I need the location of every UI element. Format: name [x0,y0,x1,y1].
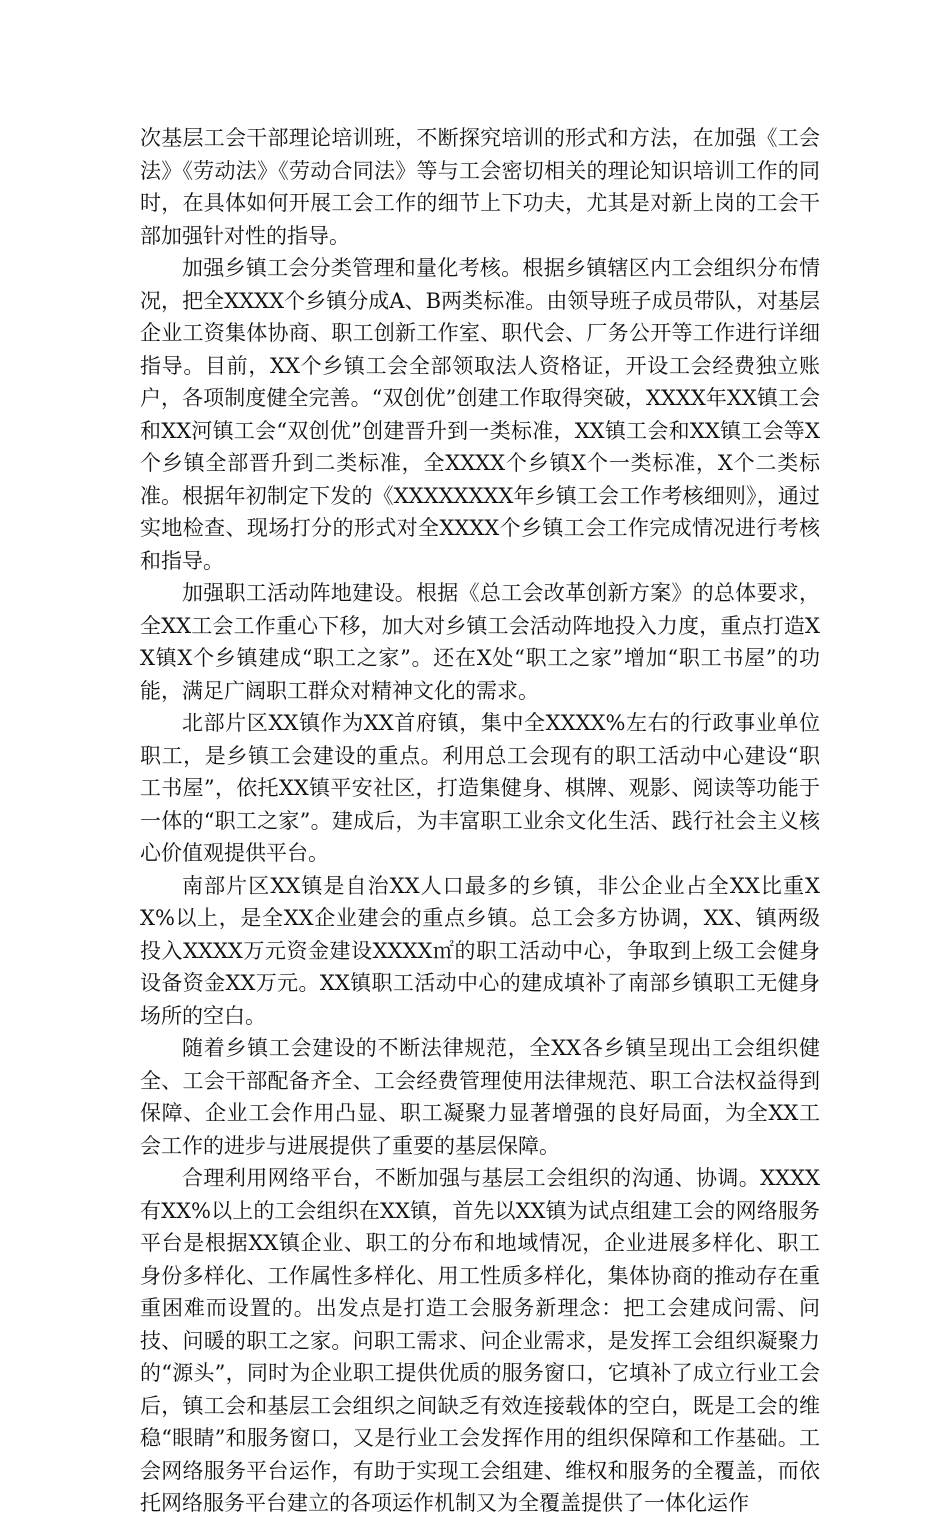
paragraph: 次基层工会干部理论培训班，不断探究培训的形式和方法，在加强《工会法》《劳动法》《劳动合同法》等与工会密切相关的理论知识培训工作的同时，在具体如何开展工会工作的细节上下功夫，尤其是对新上岗的工会干部加强针对性的指导。 [140,126,820,248]
paragraph: 北部片区XX镇作为XX首府镇，集中全XXXX%左右的行政事业单位职工，是乡镇工会建设的重点。利用总工会现有的职工活动中心建设“职工书屋”，依托XX镇平安社区，打造集健身、棋牌、观影、阅读等功能于一体的“职工之家”。建成后，为丰富职工业余文化生活、践行社会主义核心价值观提供平台。 [140,711,820,865]
paragraph: 南部片区XX镇是自治XX人口最多的乡镇，非公企业占全XX比重XX%以上，是全XX企业建会的重点乡镇。总工会多方协调，XX、镇两级投入XXXX万元资金建设XXXX㎡的职工活动中心，争取到上级工会健身设备资金XX万元。XX镇职工活动中心的建成填补了南部乡镇职工无健身场所的空白。 [140,873,820,1028]
paragraph: 加强职工活动阵地建设。根据《总工会改革创新方案》的总体要求，全XX工会工作重心下移，加大对乡镇工会活动阵地投入力度，重点打造XX镇X个乡镇建成“职工之家”。还在X处“职工之家”增加“职工书屋”的功能，满足广阔职工群众对精神文化的需求。 [140,581,820,703]
paragraph: 加强乡镇工会分类管理和量化考核。根据乡镇辖区内工会组织分布情况，把全XXXX个乡镇分成A、B两类标准。由领导班子成员带队，对基层企业工资集体协商、职工创新工作室、职代会、厂务公开等工作进行详细指导。目前，XX个乡镇工会全部领取法人资格证，开设工会经费独立账户，各项制度健全完善。“双创优”创建工作取得突破，XXXX年XX镇工会和XX河镇工会“双创优”创建晋升到一类标准，XX镇工会和XX镇工会等X个乡镇全部晋升到二类标准，全XXXX个乡镇X个一类标准，X个二类标准。根据年初制定下发的《XXXXXXXX年乡镇工会工作考核细则》，通过实地检查、现场打分的形式对全XXXX个乡镇工会工作完成情况进行考核和指导。 [140,256,820,573]
document-body [140,122,820,1520]
paragraph: 随着乡镇工会建设的不断法律规范，全XX各乡镇呈现出工会组织健全、工会干部配备齐全、工会经费管理使用法律规范、职工合法权益得到保障、企业工会作用凸显、职工凝聚力显著增强的良好局面，为全XX工会工作的进步与进展提供了重要的基层保障。 [140,1036,820,1158]
paragraph: 合理利用网络平台，不断加强与基层工会组织的沟通、协调。XXXX有XX%以上的工会组织在XX镇，首先以XX镇为试点组建工会的网络服务平台是根据XX镇企业、职工的分布和地域情况，企业进展多样化、职工身份多样化、工作属性多样化、用工性质多样化，集体协商的推动存在重重困难而设置的。出发点是打造工会服务新理念：把工会建成问需、问技、问暖的职工之家。问职工需求、问企业需求，是发挥工会组织凝聚力的“源头”，同时为企业职工提供优质的服务窗口，它填补了成立行业工会后，镇工会和基层工会组织之间缺乏有效连接载体的空白，既是工会的维稳“眼睛”和服务窗口，又是行业工会发挥作用的组织保障和工作基础。工会网络服务平台运作，有助于实现工会组建、维权和服务的全覆盖，而依托网络服务平台建立的各项运作机制又为全覆盖提供了一体化运作 [140,1166,820,1515]
